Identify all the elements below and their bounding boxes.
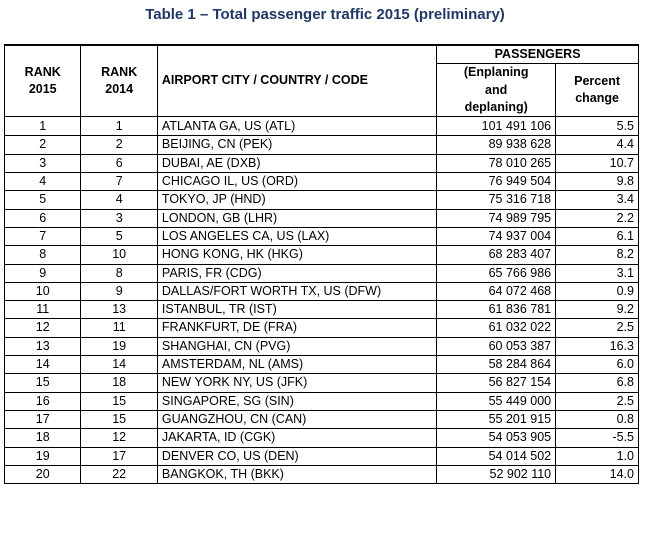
cell-rank-2014: 13 bbox=[81, 301, 157, 319]
cell-rank-2014: 17 bbox=[81, 447, 157, 465]
cell-rank-2014: 18 bbox=[81, 374, 157, 392]
header-rank-2015-line2: 2015 bbox=[28, 82, 57, 97]
cell-rank-2014: 8 bbox=[81, 264, 157, 282]
cell-airport: BEIJING, CN (PEK) bbox=[157, 136, 436, 154]
cell-passengers: 65 766 986 bbox=[437, 264, 556, 282]
cell-airport: LOS ANGELES CA, US (LAX) bbox=[157, 227, 436, 245]
cell-rank-2015: 12 bbox=[5, 319, 81, 337]
cell-percent-change: 5.5 bbox=[556, 117, 639, 136]
cell-rank-2014: 6 bbox=[81, 154, 157, 172]
cell-rank-2014: 1 bbox=[81, 117, 157, 136]
cell-rank-2015: 10 bbox=[5, 282, 81, 300]
cell-passengers: 64 072 468 bbox=[437, 282, 556, 300]
table-row bbox=[5, 136, 639, 154]
cell-airport: FRANKFURT, DE (FRA) bbox=[157, 319, 436, 337]
cell-airport: NEW YORK NY, US (JFK) bbox=[157, 374, 436, 392]
table-row bbox=[5, 117, 639, 136]
cell-rank-2014: 15 bbox=[81, 410, 157, 428]
cell-percent-change: 8.2 bbox=[556, 246, 639, 264]
cell-passengers: 60 053 387 bbox=[437, 337, 556, 355]
cell-percent-change: 2.5 bbox=[556, 392, 639, 410]
header-enplaning-line2: and bbox=[485, 82, 508, 97]
table-row bbox=[5, 337, 639, 355]
cell-airport: GUANGZHOU, CN (CAN) bbox=[157, 410, 436, 428]
cell-passengers: 101 491 106 bbox=[437, 117, 556, 136]
cell-rank-2014: 9 bbox=[81, 282, 157, 300]
table-row bbox=[5, 356, 639, 374]
cell-airport: LONDON, GB (LHR) bbox=[157, 209, 436, 227]
cell-rank-2015: 18 bbox=[5, 429, 81, 447]
cell-percent-change: 0.9 bbox=[556, 282, 639, 300]
cell-passengers: 75 316 718 bbox=[437, 191, 556, 209]
header-rank-2015-line1: RANK bbox=[24, 64, 61, 79]
table-row bbox=[5, 264, 639, 282]
passenger-traffic-table bbox=[4, 44, 639, 484]
cell-rank-2015: 7 bbox=[5, 227, 81, 245]
cell-airport: ATLANTA GA, US (ATL) bbox=[157, 117, 436, 136]
header-percent-change bbox=[556, 64, 639, 117]
table-row bbox=[5, 227, 639, 245]
header-rank-2014-line1: RANK bbox=[101, 64, 138, 79]
cell-rank-2014: 12 bbox=[81, 429, 157, 447]
cell-rank-2015: 3 bbox=[5, 154, 81, 172]
table-row bbox=[5, 191, 639, 209]
cell-airport: SINGAPORE, SG (SIN) bbox=[157, 392, 436, 410]
table-row bbox=[5, 465, 639, 483]
cell-percent-change: 2.2 bbox=[556, 209, 639, 227]
cell-rank-2014: 19 bbox=[81, 337, 157, 355]
cell-rank-2015: 5 bbox=[5, 191, 81, 209]
header-rank-2014-line2: 2014 bbox=[105, 82, 134, 97]
cell-rank-2014: 11 bbox=[81, 319, 157, 337]
cell-percent-change: 0.8 bbox=[556, 410, 639, 428]
cell-rank-2014: 5 bbox=[81, 227, 157, 245]
cell-airport: TOKYO, JP (HND) bbox=[157, 191, 436, 209]
cell-passengers: 76 949 504 bbox=[437, 173, 556, 191]
cell-percent-change: 2.5 bbox=[556, 319, 639, 337]
cell-percent-change: 6.0 bbox=[556, 356, 639, 374]
cell-percent-change: 10.7 bbox=[556, 154, 639, 172]
cell-airport: DALLAS/FORT WORTH TX, US (DFW) bbox=[157, 282, 436, 300]
cell-airport: CHICAGO IL, US (ORD) bbox=[157, 173, 436, 191]
cell-rank-2014: 22 bbox=[81, 465, 157, 483]
cell-rank-2015: 14 bbox=[5, 356, 81, 374]
header-airport: AIRPORT CITY / COUNTRY / CODE bbox=[157, 45, 436, 117]
cell-rank-2015: 16 bbox=[5, 392, 81, 410]
table-row bbox=[5, 374, 639, 392]
header-percent-line1: Percent bbox=[574, 73, 620, 88]
cell-airport: DENVER CO, US (DEN) bbox=[157, 447, 436, 465]
cell-passengers: 78 010 265 bbox=[437, 154, 556, 172]
cell-passengers: 54 053 905 bbox=[437, 429, 556, 447]
header-percent-line2: change bbox=[575, 91, 619, 106]
header-enplaning bbox=[437, 64, 556, 117]
table-row bbox=[5, 154, 639, 172]
table-row bbox=[5, 173, 639, 191]
cell-percent-change: 6.1 bbox=[556, 227, 639, 245]
cell-percent-change: 3.1 bbox=[556, 264, 639, 282]
header-rank-2015 bbox=[5, 45, 81, 117]
cell-rank-2015: 15 bbox=[5, 374, 81, 392]
cell-passengers: 54 014 502 bbox=[437, 447, 556, 465]
table-row bbox=[5, 319, 639, 337]
cell-passengers: 74 937 004 bbox=[437, 227, 556, 245]
cell-passengers: 74 989 795 bbox=[437, 209, 556, 227]
table-body bbox=[5, 117, 639, 484]
cell-airport: PARIS, FR (CDG) bbox=[157, 264, 436, 282]
cell-rank-2014: 15 bbox=[81, 392, 157, 410]
header-enplaning-line1: (Enplaning bbox=[463, 65, 529, 80]
cell-airport: BANGKOK, TH (BKK) bbox=[157, 465, 436, 483]
cell-rank-2015: 8 bbox=[5, 246, 81, 264]
cell-airport: ISTANBUL, TR (IST) bbox=[157, 301, 436, 319]
cell-passengers: 89 938 628 bbox=[437, 136, 556, 154]
cell-percent-change: 9.2 bbox=[556, 301, 639, 319]
table-row bbox=[5, 209, 639, 227]
cell-rank-2015: 17 bbox=[5, 410, 81, 428]
cell-rank-2015: 13 bbox=[5, 337, 81, 355]
cell-percent-change: 14.0 bbox=[556, 465, 639, 483]
cell-passengers: 61 836 781 bbox=[437, 301, 556, 319]
header-passengers: PASSENGERS bbox=[437, 45, 639, 64]
cell-percent-change: 4.4 bbox=[556, 136, 639, 154]
header-enplaning-line3: deplaning) bbox=[464, 99, 528, 114]
cell-percent-change: 9.8 bbox=[556, 173, 639, 191]
cell-passengers: 61 032 022 bbox=[437, 319, 556, 337]
cell-rank-2015: 20 bbox=[5, 465, 81, 483]
header-rank-2014 bbox=[81, 45, 157, 117]
table-row bbox=[5, 246, 639, 264]
table-header bbox=[5, 45, 639, 117]
cell-percent-change: 16.3 bbox=[556, 337, 639, 355]
cell-rank-2014: 10 bbox=[81, 246, 157, 264]
cell-airport: HONG KONG, HK (HKG) bbox=[157, 246, 436, 264]
cell-rank-2014: 4 bbox=[81, 191, 157, 209]
cell-rank-2015: 9 bbox=[5, 264, 81, 282]
cell-rank-2015: 11 bbox=[5, 301, 81, 319]
cell-airport: SHANGHAI, CN (PVG) bbox=[157, 337, 436, 355]
cell-percent-change: 3.4 bbox=[556, 191, 639, 209]
cell-airport: JAKARTA, ID (CGK) bbox=[157, 429, 436, 447]
cell-rank-2014: 7 bbox=[81, 173, 157, 191]
cell-rank-2014: 2 bbox=[81, 136, 157, 154]
table-row bbox=[5, 447, 639, 465]
cell-percent-change: 1.0 bbox=[556, 447, 639, 465]
cell-passengers: 58 284 864 bbox=[437, 356, 556, 374]
cell-passengers: 52 902 110 bbox=[437, 465, 556, 483]
table-row bbox=[5, 410, 639, 428]
cell-rank-2015: 6 bbox=[5, 209, 81, 227]
cell-percent-change: 6.8 bbox=[556, 374, 639, 392]
cell-rank-2015: 19 bbox=[5, 447, 81, 465]
cell-rank-2015: 2 bbox=[5, 136, 81, 154]
cell-passengers: 55 201 915 bbox=[437, 410, 556, 428]
cell-passengers: 56 827 154 bbox=[437, 374, 556, 392]
cell-passengers: 68 283 407 bbox=[437, 246, 556, 264]
cell-rank-2015: 4 bbox=[5, 173, 81, 191]
table-row bbox=[5, 282, 639, 300]
cell-passengers: 55 449 000 bbox=[437, 392, 556, 410]
table-row bbox=[5, 301, 639, 319]
cell-airport: DUBAI, AE (DXB) bbox=[157, 154, 436, 172]
cell-rank-2014: 3 bbox=[81, 209, 157, 227]
table-row bbox=[5, 392, 639, 410]
cell-rank-2015: 1 bbox=[5, 117, 81, 136]
cell-percent-change: -5.5 bbox=[556, 429, 639, 447]
table-row bbox=[5, 429, 639, 447]
cell-rank-2014: 14 bbox=[81, 356, 157, 374]
cell-airport: AMSTERDAM, NL (AMS) bbox=[157, 356, 436, 374]
table-title: Table 1 – Total passenger traffic 2015 (preliminary) bbox=[145, 6, 505, 23]
